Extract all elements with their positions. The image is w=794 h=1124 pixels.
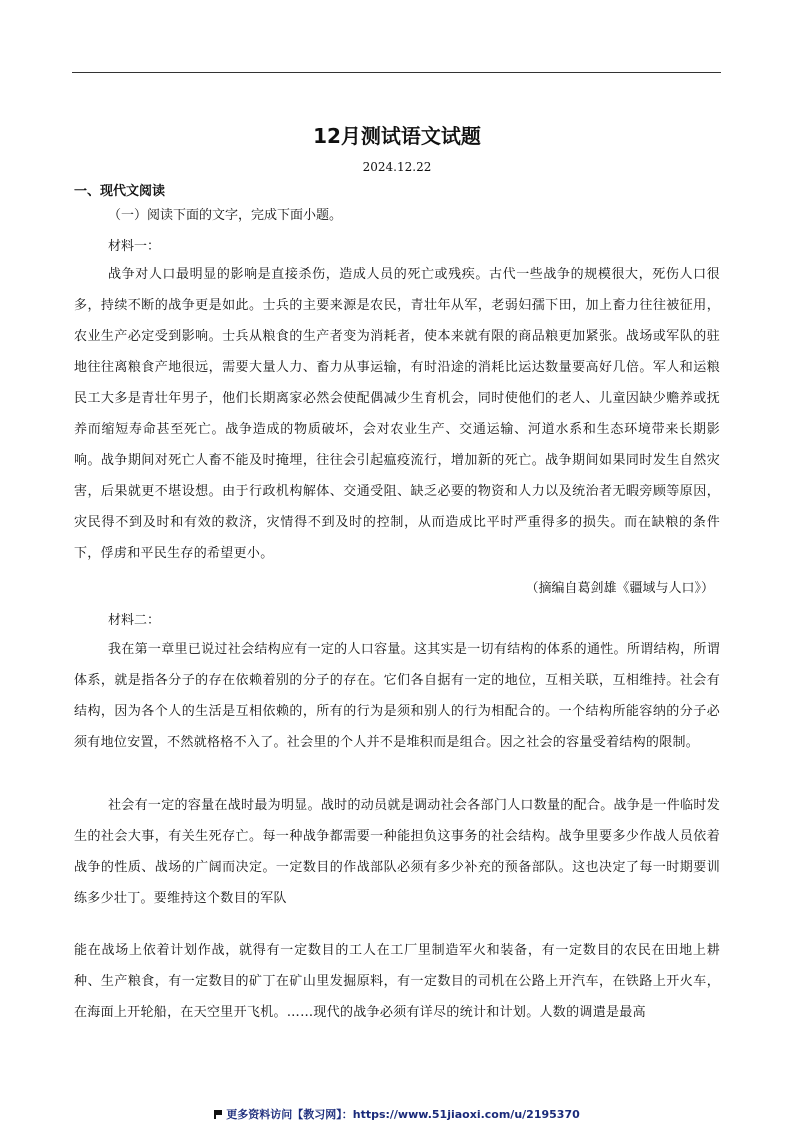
material-one-label: 材料一： [108, 239, 161, 254]
material-two-paragraph-2: 社会有一定的容量在战时最为明显。战时的动员就是调动社会各部门人口数量的配合。战争是一件临时发生的社会大事，有关生死存亡。每一种战争都需要一种能担负这事务的社会结构。战争里要多少作战人员依着战争的性质、战场的广阔而决定。一定数目的作战部队必须有多少补充的预备部队。这也决定了每一时期要训练多少壮丁。要维持这个数目的军队 [74, 798, 720, 906]
page-title: 12月测试语文试题 [313, 124, 481, 148]
section-heading: 一、现代文阅读 [74, 184, 166, 199]
header-rule [72, 72, 721, 73]
material-two-label: 材料二： [108, 613, 161, 628]
footer-text: 更多资料访问【教习网】：https://www.51jiaoxi.com/u/2195370 [226, 1108, 580, 1121]
material-two-paragraph-3: 能在战场上依着计划作战，就得有一定数目的工人在工厂里制造军火和装备，有一定数目的农民在田地上耕种、生产粮食，有一定数目的矿丁在矿山里发掘原料，有一定数目的司机在公路上开汽车，在铁路上开火车，在海面上开轮船，在天空里开飞机。……现代的战争必须有详尽的统计和计划。人数的调遣是最高 [74, 943, 720, 1020]
exam-date: 2024.12.22 [362, 160, 432, 174]
reading-instruction: （一）阅读下面的文字，完成下面小题。 [108, 208, 343, 223]
material-one-body: 战争对人口最明显的影响是直接杀伤，造成人员的死亡或残疾。古代一些战争的规模很大，死伤人口很多，持续不断的战争更是如此。士兵的主要来源是农民，青壮年从军，老弱妇孺下田，加上畜力往往被征用，农业生产必定受到影响。士兵从粮食的生产者变为消耗者，使本来就有限的商品粮更加紧张。战场或军队的驻地往往离粮食产地很远，需要大量人力、畜力从事运输，有时沿途的消耗比运达数量要高好几倍。军人和运粮民工大多是青壮年男子，他们长期离家必然会使配偶减少生育机会，同时使他们的老人、儿童因缺少赡养或抚养而缩短寿命甚至死亡。战争造成的物质破坏，会对农业生产、交通运输、河道水系和生态环境带来长期影响。战争期间对死亡人畜不能及时掩埋，往往会引起瘟疫流行，增加新的死亡。战争期间如果同时发生自然灾害，后果就更不堪设想。由于行政机构解体、交通受阻、缺乏必要的物资和人力以及统治者无暇旁顾等原因，灾民得不到及时和有效的救济，灾情得不到及时的控制，从而造成比平时严重得多的损失。而在缺粮的条件下，俘虏和平民生存的希望更小。 [74, 267, 720, 561]
material-two-paragraph-1: 我在第一章里已说过社会结构应有一定的人口容量。这其实是一切有结构的体系的通性。所谓结构，所谓体系，就是指各分子的存在依赖着别的分子的存在。它们各自据有一定的地位，互相关联，互相维持。社会有结构，因为各个人的生活是互相依赖的，所有的行为是须和别人的行为相配合的。一个结构所能容纳的分子必须有地位安置，不然就格格不入了。社会里的个人并不是堆积而是组合。因之社会的容量受着结构的限制。 [74, 642, 720, 750]
footer-link[interactable] [0, 1106, 794, 1122]
material-one-source: （摘编自葛剑雄《疆域与人口》） [525, 581, 714, 596]
flag-icon [214, 1110, 222, 1119]
